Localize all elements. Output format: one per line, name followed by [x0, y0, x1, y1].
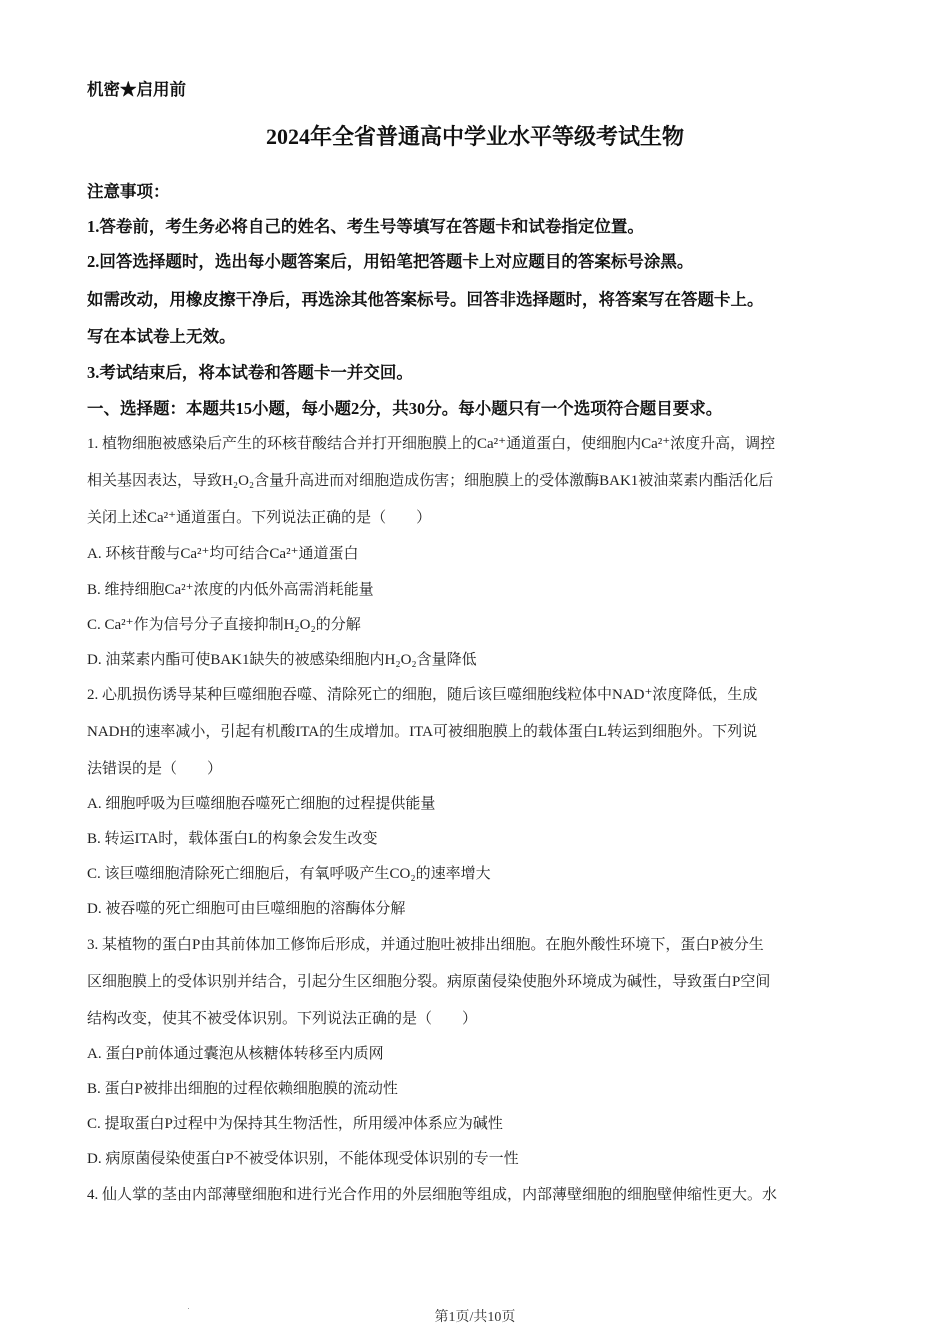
question-2-option-d[interactable]: D. 被吞噬的死亡细胞可由巨噬细胞的溶酶体分解	[87, 901, 406, 917]
notice-item-2-cont: 如需改动，用橡皮擦干净后，再选涂其他答案标号。回答非选择题时，将答案写在答题卡上。	[87, 290, 764, 309]
question-2-option-a[interactable]: A. 细胞呼吸为巨噬细胞吞噬死亡细胞的过程提供能量	[87, 796, 436, 812]
question-4-stem-line-1: 4. 仙人掌的茎由内部薄壁细胞和进行光合作用的外层细胞等组成，内部薄壁细胞的细胞壁伸缩性更大。水	[87, 1187, 778, 1203]
question-3-option-d[interactable]: D. 病原菌侵染使蛋白P不被受体识别，不能体现受体识别的专一性	[87, 1151, 519, 1167]
question-1-option-b[interactable]: B. 维持细胞Ca²⁺浓度的内低外高需消耗能量	[87, 582, 374, 598]
notice-item-2: 2.回答选择题时，选出每小题答案后，用铅笔把答题卡上对应题目的答案标号涂黑。	[87, 252, 694, 271]
question-1-option-d[interactable]: D. 油菜素内酯可使BAK1缺失的被感染细胞内H₂O₂含量降低	[87, 652, 477, 668]
question-1-stem-line-2: 相关基因表达，导致H₂O₂含量升高进而对细胞造成伤害；细胞膜上的受体激酶BAK1被油菜素内酯活化后	[87, 473, 774, 489]
page-indicator: 第1页/共10页	[434, 1310, 516, 1325]
question-number: 3.	[87, 937, 99, 953]
question-3-option-a[interactable]: A. 蛋白P前体通过囊泡从核糖体转移至内质网	[87, 1046, 384, 1062]
section-heading: 一、选择题：本题共15小题，每小题2分，共30分。每小题只有一个选项符合题目要求。	[87, 399, 723, 418]
confidential-label: 机密★启用前	[87, 80, 186, 99]
exam-title: 2024年全省普通高中学业水平等级考试生物	[265, 124, 684, 149]
question-3-option-c[interactable]: C. 提取蛋白P过程中为保持其生物活性，所用缓冲体系应为碱性	[87, 1116, 503, 1132]
question-number: 1.	[87, 436, 99, 452]
question-1-option-a[interactable]: A. 环核苷酸与Ca²⁺均可结合Ca²⁺通道蛋白	[87, 546, 359, 562]
question-3-stem-line-3: 结构改变，使其不被受体识别。下列说法正确的是（ ）	[87, 1011, 478, 1027]
question-number: 4.	[87, 1187, 99, 1203]
question-2-option-c[interactable]: C. 该巨噬细胞清除死亡细胞后，有氧呼吸产生CO₂的速率增大	[87, 866, 491, 882]
notice-heading: 注意事项：	[87, 182, 170, 201]
notice-item-3: 3.考试结束后，将本试卷和答题卡一并交回。	[87, 363, 413, 382]
question-1-stem-line-3: 关闭上述Ca²⁺通道蛋白。下列说法正确的是（ ）	[87, 510, 432, 526]
question-3-option-b[interactable]: B. 蛋白P被排出细胞的过程依赖细胞膜的流动性	[87, 1081, 398, 1097]
question-number: 2.	[87, 687, 99, 703]
question-2-stem-line-3: 法错误的是（ ）	[87, 761, 223, 777]
question-3-stem-line-1: 3. 某植物的蛋白P由其前体加工修饰后形成，并通过胞吐被排出细胞。在胞外酸性环境下，蛋白P被分生	[87, 937, 764, 953]
notice-item-2-cont2: 写在本试卷上无效。	[87, 327, 236, 346]
question-2-stem-line-2: NADH的速率减小，引起有机酸ITA的生成增加。ITA可被细胞膜上的载体蛋白L转运到细胞外。下列说	[87, 724, 758, 740]
question-1-stem-line-1: 1. 植物细胞被感染后产生的环核苷酸结合并打开细胞膜上的Ca²⁺通道蛋白，使细胞内Ca²⁺浓度升高，调控	[87, 436, 776, 452]
question-2-stem-line-1: 2. 心肌损伤诱导某种巨噬细胞吞噬、清除死亡的细胞，随后该巨噬细胞线粒体中NAD⁺浓度降低，生成	[87, 687, 758, 703]
question-2-option-b[interactable]: B. 转运ITA时，载体蛋白L的构象会发生改变	[87, 831, 378, 847]
question-1-option-c[interactable]: C. Ca²⁺作为信号分子直接抑制H₂O₂的分解	[87, 617, 361, 633]
question-3-stem-line-2: 区细胞膜上的受体识别并结合，引起分生区细胞分裂。病原菌侵染使胞外环境成为碱性，导致蛋白P空间	[87, 974, 771, 990]
notice-item-1: 1.答卷前，考生务必将自己的姓名、考生号等填写在答题卡和试卷指定位置。	[87, 217, 644, 236]
